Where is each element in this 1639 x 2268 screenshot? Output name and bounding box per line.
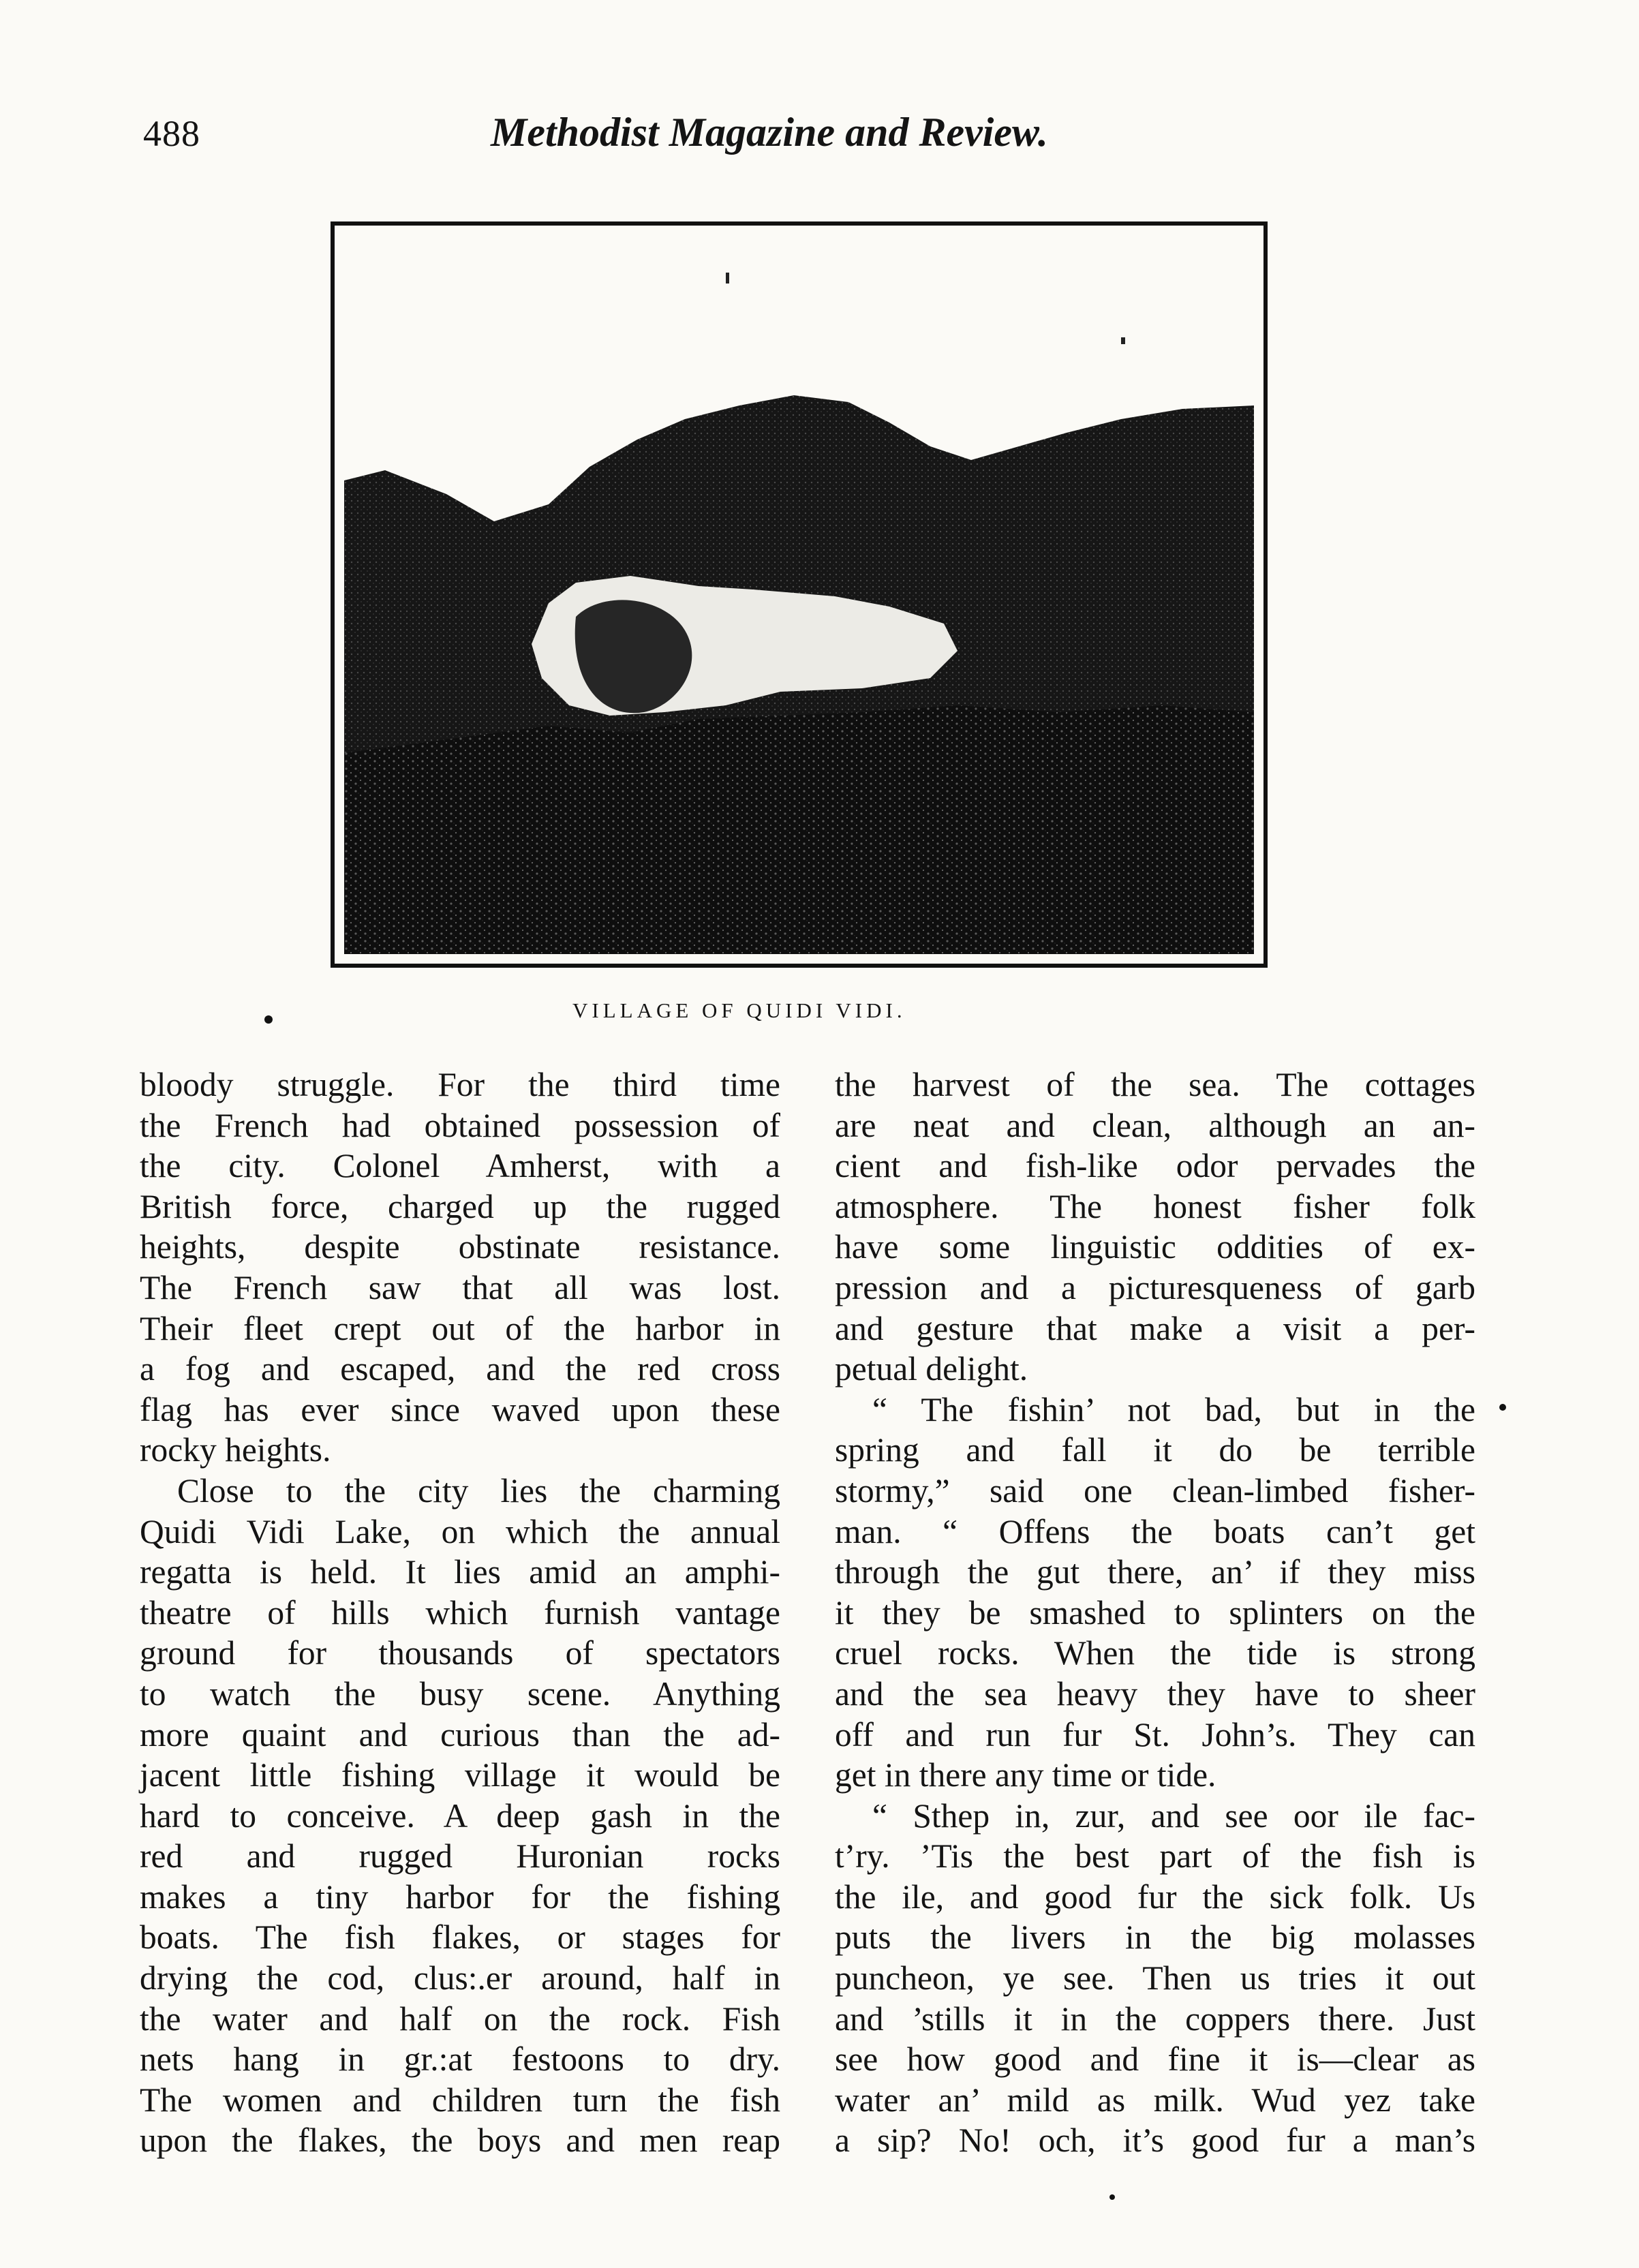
- text-line: see how good and fine it is—clear as: [835, 2040, 1475, 2079]
- text-line: bloody struggle. For the third time: [140, 1066, 780, 1103]
- text-line: it they be smashed to splinters on the: [835, 1593, 1475, 1631]
- running-title: Methodist Magazine and Review.: [491, 110, 1048, 155]
- text-line: cruel rocks. When the tide is strong: [835, 1634, 1475, 1672]
- text-line: water an’ mild as milk. Wud yez take: [835, 2081, 1475, 2119]
- text-line: the harvest of the sea. The cottages: [835, 1066, 1475, 1103]
- text-line: pression and a picturesqueness of garb: [835, 1268, 1475, 1306]
- text-line: “ The fishin’ not bad, but in the: [872, 1390, 1475, 1428]
- text-line: spring and fall it do be terrible: [835, 1431, 1475, 1469]
- text-line: are neat and clean, although an an-: [835, 1106, 1475, 1144]
- text-line: and gesture that make a visit a per-: [835, 1309, 1475, 1347]
- text-line: jacent little fishing village it would be: [140, 1756, 780, 1794]
- text-line: nets hang in gr.:at festoons to dry.: [140, 2040, 780, 2079]
- text-line: through the gut there, an’ if they miss: [835, 1553, 1475, 1591]
- text-line: petual delight.: [835, 1350, 1028, 1388]
- text-line: theatre of hills which furnish vantage: [140, 1593, 780, 1631]
- text-line: ground for thousands of spectators: [140, 1634, 780, 1672]
- text-line: stormy,” said one clean-limbed fisher-: [835, 1471, 1475, 1510]
- text-line: red and rugged Huronian rocks: [140, 1837, 780, 1875]
- text-line: get in there any time or tide.: [835, 1756, 1216, 1794]
- bullet-mark: [264, 1015, 273, 1024]
- text-line: off and run fur St. John’s. They can: [835, 1715, 1475, 1753]
- photo-sky-speck: [726, 273, 729, 284]
- text-line: a fog and escaped, and the red cross: [140, 1350, 780, 1388]
- text-line: The women and children turn the fish: [140, 2081, 780, 2119]
- text-line: rocky heights.: [140, 1431, 331, 1469]
- text-line: t’ry. ’Tis the best part of the fish is: [835, 1837, 1475, 1875]
- text-line: puncheon, ye see. Then us tries it out: [835, 1959, 1475, 1997]
- right-column: [835, 1064, 1475, 2161]
- photograph-image: [344, 235, 1254, 954]
- page-number: 488: [143, 113, 200, 154]
- text-line: more quaint and curious than the ad-: [140, 1715, 780, 1753]
- text-line: regatta is held. It lies amid an amphi-: [140, 1553, 780, 1591]
- text-line: the water and half on the rock. Fish: [140, 1999, 780, 2038]
- text-line: have some linguistic oddities of ex-: [835, 1228, 1475, 1266]
- text-line: flag has ever since waved upon these: [140, 1390, 780, 1428]
- footer-mark: [1109, 2194, 1115, 2200]
- text-line: and ’stills it in the coppers there. Just: [835, 1999, 1475, 2038]
- text-line: upon the flakes, the boys and men reap: [140, 2121, 780, 2160]
- text-line: boats. The fish flakes, or stages for: [140, 1918, 780, 1957]
- text-line: the city. Colonel Amherst, with a: [140, 1147, 780, 1185]
- text-line: heights, despite obstinate resistance.: [140, 1228, 780, 1266]
- text-line: man. “ Offens the boats can’t get: [835, 1512, 1475, 1550]
- text-line: Their fleet crept out of the harbor in: [140, 1309, 780, 1347]
- text-line: the French had obtained possession of: [140, 1106, 780, 1144]
- text-line: to watch the busy scene. Anything: [140, 1674, 780, 1713]
- text-line: “ Sthep in, zur, and see oor ile fac-: [872, 1796, 1475, 1835]
- text-line: and the sea heavy they have to sheer: [835, 1674, 1475, 1713]
- text-line: the ile, and good fur the sick folk. Us: [835, 1878, 1475, 1916]
- text-line: makes a tiny harbor for the fishing: [140, 1878, 780, 1916]
- photo-foreground: [344, 705, 1254, 954]
- figure-caption: VILLAGE OF QUIDI VIDI.: [572, 998, 906, 1022]
- text-line: hard to conceive. A deep gash in the: [140, 1796, 780, 1835]
- text-line: British force, charged up the rugged: [140, 1187, 780, 1225]
- text-line: Quidi Vidi Lake, on which the annual: [140, 1512, 780, 1550]
- text-line: Close to the city lies the charming: [177, 1471, 780, 1510]
- text-line: The French saw that all was lost.: [140, 1268, 780, 1306]
- text-line: cient and fish-like odor pervades the: [835, 1147, 1475, 1185]
- text-line: puts the livers in the big molasses: [835, 1918, 1475, 1957]
- left-column: [140, 1064, 780, 2161]
- text-line: a sip? No! och, it’s good fur a man’s: [835, 2121, 1475, 2160]
- photo-sky-speck: [1121, 337, 1125, 344]
- photograph: [331, 221, 1268, 968]
- text-line: atmosphere. The honest fisher folk: [835, 1187, 1475, 1225]
- text-line: drying the cod, clus:.er around, half in: [140, 1959, 780, 1997]
- margin-mark: [1499, 1404, 1506, 1411]
